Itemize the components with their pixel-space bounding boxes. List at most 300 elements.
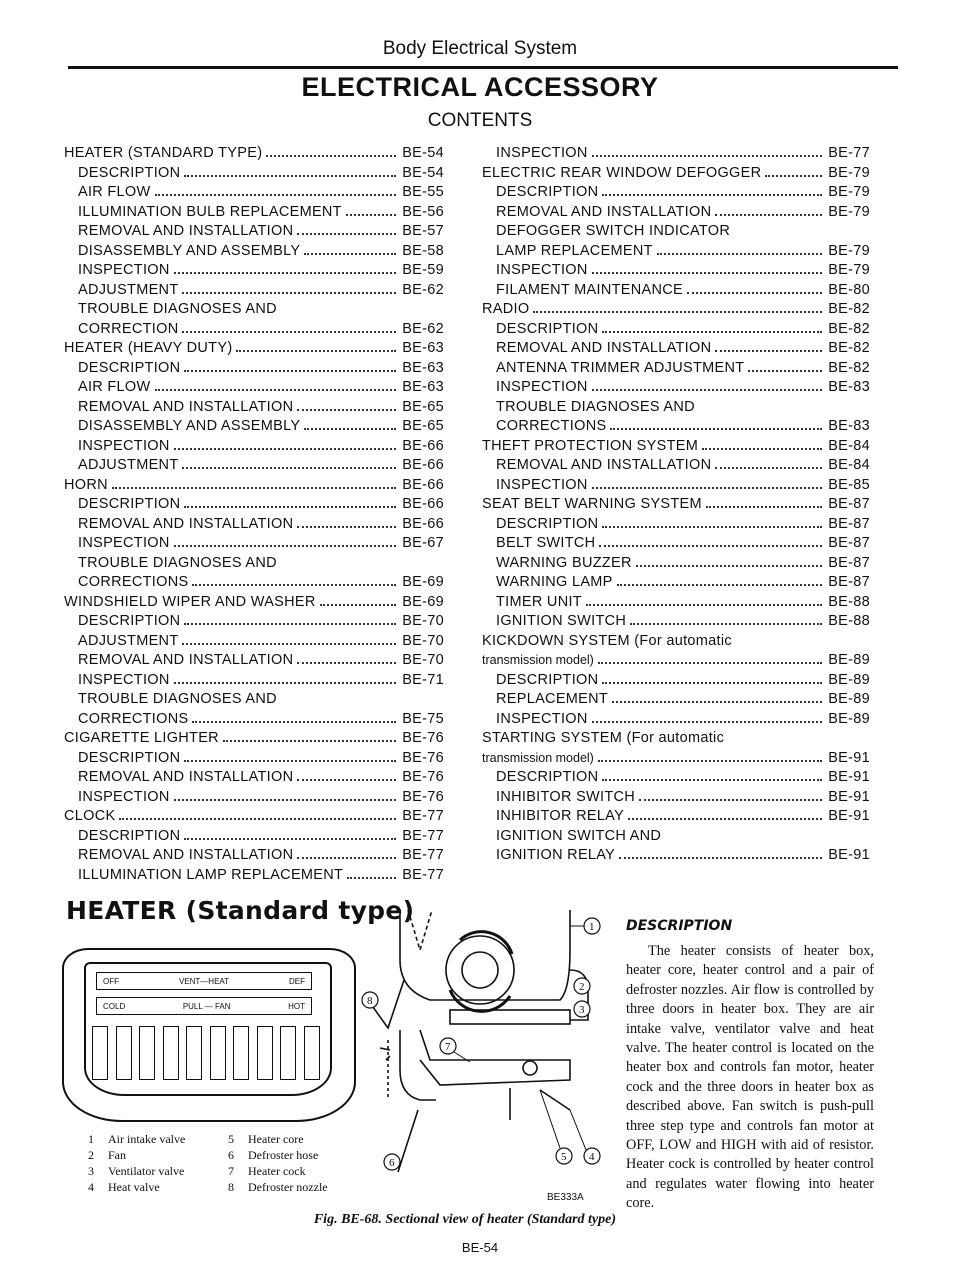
toc-entry-label: INSPECTION [78,788,170,805]
toc-leader-dots [174,799,397,801]
toc-entry-page: BE-87 [828,574,870,590]
toc-entry [482,847,870,867]
toc-leader-dots [765,175,822,177]
toc-leader-dots [592,721,823,723]
toc-leader-dots [297,409,396,411]
toc-entry-label: FILAMENT MAINTENANCE [496,281,684,298]
toc-entry-page: BE-83 [828,379,870,395]
toc-leader-dots [602,526,822,528]
section-header: Body Electrical System [382,38,578,59]
toc-leader-dots [297,526,396,528]
toc-entry [482,418,870,438]
toc-entry-label: INSPECTION [496,710,588,727]
toc-leader-dots [592,155,823,157]
toc-entry-page: BE-75 [402,710,444,727]
toc-leader-dots [174,448,397,450]
toc-entry [482,457,870,477]
toc-leader-dots [266,155,396,157]
toc-entry-label: TROUBLE DIAGNOSES AND [78,301,277,317]
toc-entry-label: CORRECTIONS [496,418,607,434]
vent-slot [280,1026,296,1080]
vent-slot [92,1026,108,1080]
toc-leader-dots [347,877,396,879]
toc-entry-page: BE-76 [402,730,444,746]
toc-leader-dots [599,545,822,547]
toc-entry-label: REMOVAL AND INSTALLATION [496,457,712,473]
toc-leader-dots [702,448,822,450]
legend-item: 4 Heat valve [88,1180,160,1194]
toc-entry [64,379,444,399]
toc-entry [64,535,444,555]
toc-entry-page: BE-79 [828,184,870,200]
toc-leader-dots [174,545,397,547]
toc-leader-dots [592,389,823,391]
toc-entry-label: CORRECTION [78,320,179,337]
toc-entry [64,301,444,321]
toc-leader-dots [184,838,396,840]
svg-text:1: 1 [589,921,595,933]
toc-entry-page: BE-65 [402,418,444,434]
toc-entry [482,594,870,614]
heater-sectional-diagram [360,910,610,1180]
callout-6 [384,1154,400,1170]
toc-leader-dots [706,506,822,508]
toc-entry-label: HEATER (HEAVY DUTY) [64,340,233,356]
toc-leader-dots [602,682,822,684]
vent-slot [257,1026,273,1080]
toc-entry-label: INSPECTION [496,262,588,278]
legend-item: 6 Defroster hose [228,1148,319,1162]
toc-entry [64,165,444,185]
toc-entry-page: BE-80 [828,281,870,298]
toc-entry [64,847,444,867]
toc-entry [482,769,870,789]
legend-item: 3 Ventilator valve [88,1164,185,1178]
toc-leader-dots [182,467,396,469]
toc-entry [482,223,870,243]
toc-leader-dots [184,760,396,762]
toc-entry-label: TIMER UNIT [496,593,582,610]
toc-entry-label: TROUBLE DIAGNOSES AND [78,554,277,571]
header-rule [68,66,898,69]
toc-entry [64,438,444,458]
toc-entry [482,730,870,750]
toc-entry-page: BE-89 [828,652,870,668]
toc-entry-label: transmission model) [482,653,594,667]
toc-entry-page: BE-55 [402,184,444,200]
toc-entry-page: BE-66 [402,496,444,512]
contents-title: CONTENTS [427,110,533,131]
legend-item: 2 Fan [88,1148,126,1162]
toc-entry-page: BE-76 [402,788,444,805]
toc-leader-dots [715,350,822,352]
toc-entry-label: REMOVAL AND INSTALLATION [496,203,712,220]
toc-leader-dots [112,487,396,489]
toc-entry [64,496,444,516]
toc-entry [64,574,444,594]
toc-leader-dots [155,389,397,391]
callout-3 [574,1001,590,1017]
toc-entry-label: REMOVAL AND INSTALLATION [78,652,294,668]
panel-vent-slots [92,1026,320,1080]
svg-text:8: 8 [367,995,373,1007]
toc-entry [482,301,870,321]
callout-8 [362,992,378,1008]
callout-1 [570,918,600,934]
toc-leader-dots [297,857,396,859]
toc-entry-page: BE-84 [828,457,870,473]
toc-entry [64,730,444,750]
toc-entry-page: BE-62 [402,320,444,337]
toc-entry [64,711,444,731]
toc-leader-dots [184,175,396,177]
toc-entry-page: BE-67 [402,535,444,551]
toc-entry-page: BE-59 [402,262,444,278]
toc-entry-label: ILLUMINATION LAMP REPLACEMENT [78,866,344,883]
toc-leader-dots [182,331,396,333]
toc-entry-page: BE-66 [402,437,444,454]
callout-2 [574,978,590,994]
toc-entry-label: KICKDOWN SYSTEM (For automatic [482,632,732,649]
toc-entry-label: AIR FLOW [78,379,151,395]
toc-entry-page: BE-87 [828,554,870,571]
toc-leader-dots [297,233,396,235]
toc-leader-dots [184,506,396,508]
toc-entry [482,535,870,555]
toc-entry-label: DESCRIPTION [78,613,181,629]
toc-entry-label: DESCRIPTION [496,320,599,337]
toc-entry-page: BE-89 [828,691,870,707]
legend-item: 5 Heater core [228,1132,304,1146]
toc-leader-dots [617,584,823,586]
toc-entry-label: transmission model) [482,750,594,765]
toc-entry-label: HORN [64,476,108,493]
toc-entry-page: BE-76 [402,769,444,785]
toc-entry-page: BE-65 [402,398,444,415]
toc-leader-dots [174,272,397,274]
toc-entry-label: INSPECTION [496,476,588,493]
toc-entry-page: BE-82 [828,340,870,356]
toc-entry-label: REMOVAL AND INSTALLATION [78,398,294,415]
toc-entry-page: BE-77 [402,847,444,863]
callout-4 [570,1110,600,1164]
toc-entry [482,379,870,399]
toc-entry-label: CLOCK [64,808,116,824]
vent-slot [116,1026,132,1080]
toc-entry-page: BE-91 [828,847,870,863]
toc-entry-page: BE-83 [828,418,870,434]
toc-entry-label: INSPECTION [78,671,170,688]
toc-entry-page: BE-54 [402,145,444,161]
toc-entry-label: ANTENNA TRIMMER ADJUSTMENT [496,359,745,376]
toc-entry-page: BE-77 [402,866,444,883]
legend-column-2 [228,1132,328,1196]
toc-entry-page: BE-79 [828,203,870,220]
toc-entry-label: DEFOGGER SWITCH INDICATOR [496,223,731,239]
toc-entry-label: REPLACEMENT [496,691,609,707]
toc-leader-dots [715,214,822,216]
toc-leader-dots [174,682,397,684]
toc-entry-label: STARTING SYSTEM (For automatic [482,730,725,746]
toc-entry [482,204,870,224]
legend-item: 8 Defroster nozzle [228,1180,328,1194]
toc-entry [482,691,870,711]
toc-entry-label: REMOVAL AND INSTALLATION [78,769,294,785]
toc-leader-dots [182,292,396,294]
toc-entry [482,438,870,458]
toc-entry-label: CIGARETTE LIGHTER [64,730,219,746]
toc-entry-label: LAMP REPLACEMENT [496,242,653,259]
toc-entry [482,652,870,672]
toc-entry-label: REMOVAL AND INSTALLATION [496,340,712,356]
toc-leader-dots [586,604,822,606]
toc-entry [482,184,870,204]
description-heading: DESCRIPTION [626,918,733,934]
toc-entry-page: BE-69 [402,593,444,610]
svg-text:4: 4 [589,1151,595,1163]
toc-entry [64,321,444,341]
legend-item: 7 Heater cock [228,1164,306,1178]
toc-entry-label: REMOVAL AND INSTALLATION [78,847,294,863]
toc-leader-dots [297,779,396,781]
toc-leader-dots [612,701,822,703]
panel-label: COLD [103,1001,126,1011]
toc-entry [64,808,444,828]
toc-entry-page: BE-82 [828,320,870,337]
toc-entry-label: IGNITION RELAY [496,847,616,863]
toc-entry-page: BE-82 [828,301,870,317]
toc-entry-page: BE-84 [828,437,870,454]
toc-entry-label: ADJUSTMENT [78,457,179,473]
toc-entry-label: AIR FLOW [78,184,151,200]
toc-entry-label: DESCRIPTION [78,496,181,512]
callout-7 [440,1038,470,1062]
toc-left-column [64,145,444,886]
toc-entry-label: DESCRIPTION [496,671,599,688]
toc-entry-page: BE-63 [402,359,444,376]
toc-leader-dots [297,662,396,664]
toc-entry-page: BE-71 [402,671,444,688]
svg-text:6: 6 [389,1157,395,1169]
toc-entry-label: SEAT BELT WARNING SYSTEM [482,496,702,512]
toc-entry-page: BE-76 [402,749,444,766]
toc-entry-page: BE-57 [402,223,444,239]
toc-entry [64,594,444,614]
toc-entry [482,262,870,282]
toc-entry [482,496,870,516]
vent-slot [163,1026,179,1080]
page-number: BE-54 [461,1240,499,1255]
toc-entry [482,243,870,263]
toc-entry [482,672,870,692]
vent-slot [186,1026,202,1080]
toc-entry [482,321,870,341]
section-heading: HEATER (Standard type) [66,896,415,925]
legend-item: 1 Air intake valve [88,1132,186,1146]
page-title: ELECTRICAL ACCESSORY [301,72,659,102]
toc-leader-dots [304,253,396,255]
toc-entry-label: DISASSEMBLY AND ASSEMBLY [78,242,301,259]
toc-entry-label: DESCRIPTION [78,359,181,376]
toc-entry [64,477,444,497]
toc-entry-label: THEFT PROTECTION SYSTEM [482,437,699,454]
toc-entry-page: BE-63 [402,379,444,395]
description-body: The heater consists of heater box, heater core, heater control and a pair of defroster nozzles. Air flow is controlled by three doors in heater box. They are air intake valve, ventilator valve and heat valve. The heater control is located on the heater box and controls fan motor, heater cock and the three doors in heater box as described above. Fan switch is push-pull three step type and controls fan motor at OFF, LOW and HIGH with aid of resistor. Heater cock is controlled by heater control and regulates water flowing into heater core. [626,943,874,1212]
toc-leader-dots [639,799,822,801]
toc-entry [482,282,870,302]
toc-leader-dots [602,194,822,196]
toc-leader-dots [592,272,823,274]
toc-entry-label: DESCRIPTION [496,184,599,200]
toc-entry-label: TROUBLE DIAGNOSES AND [78,691,277,707]
toc-leader-dots [533,311,822,313]
toc-leader-dots [119,818,396,820]
toc-entry-page: BE-62 [402,281,444,298]
toc-leader-dots [592,487,823,489]
vent-slot [210,1026,226,1080]
toc-entry-page: BE-88 [828,613,870,629]
toc-entry [64,633,444,653]
toc-entry-page: BE-70 [402,632,444,649]
toc-entry-page: BE-88 [828,593,870,610]
toc-leader-dots [192,721,396,723]
toc-entry [482,477,870,497]
toc-entry [482,711,870,731]
toc-entry-label: INSPECTION [78,535,170,551]
toc-entry-page: BE-66 [402,515,444,532]
toc-entry-label: ILLUMINATION BULB REPLACEMENT [78,203,342,220]
toc-entry [482,555,870,575]
toc-entry-label: DESCRIPTION [78,164,181,181]
toc-entry [482,516,870,536]
vent-slot [304,1026,320,1080]
toc-leader-dots [748,370,822,372]
toc-leader-dots [610,428,822,430]
toc-entry-page: BE-91 [828,769,870,785]
toc-entry-label: INSPECTION [78,437,170,454]
toc-entry [64,672,444,692]
panel-label: OFF [103,976,119,986]
toc-entry [482,574,870,594]
toc-entry-page: BE-89 [828,710,870,727]
toc-entry [482,399,870,419]
toc-entry-page: BE-91 [828,788,870,805]
toc-leader-dots [628,818,822,820]
toc-leader-dots [346,214,396,216]
toc-entry-label: IGNITION SWITCH AND [496,827,662,844]
toc-entry-page: BE-66 [402,476,444,493]
toc-entry-page: BE-91 [828,749,870,766]
figure-code: BE333A [547,1192,584,1203]
toc-entry-label: WINDSHIELD WIPER AND WASHER [64,593,316,610]
toc-entry [482,633,870,653]
toc-entry [64,555,444,575]
toc-entry-label: HEATER (STANDARD TYPE) [64,145,263,161]
vent-slot [233,1026,249,1080]
toc-entry-label: ELECTRIC REAR WINDOW DEFOGGER [482,164,762,181]
toc-entry-page: BE-70 [402,613,444,629]
toc-entry-page: BE-91 [828,808,870,824]
toc-entry [482,808,870,828]
svg-text:3: 3 [579,1004,585,1016]
toc-entry [64,184,444,204]
svg-text:5: 5 [561,1151,567,1163]
svg-text:7: 7 [445,1041,451,1053]
toc-entry-label: INSPECTION [496,145,588,161]
toc-leader-dots [602,779,822,781]
toc-entry-label: INHIBITOR RELAY [496,808,625,824]
toc-entry [64,282,444,302]
toc-entry [482,165,870,185]
toc-entry-label: INHIBITOR SWITCH [496,788,636,805]
toc-entry [482,613,870,633]
toc-entry-page: BE-77 [402,808,444,824]
toc-entry [64,750,444,770]
toc-leader-dots [184,370,396,372]
toc-entry [64,769,444,789]
toc-entry-label: CORRECTIONS [78,710,189,727]
toc-entry [482,145,870,165]
toc-entry [482,340,870,360]
toc-entry-label: DISASSEMBLY AND ASSEMBLY [78,418,301,434]
panel-label: HOT [288,1001,305,1011]
toc-entry-page: BE-87 [828,515,870,532]
toc-entry-page: BE-87 [828,535,870,551]
toc-leader-dots [619,857,822,859]
vent-slot [139,1026,155,1080]
toc-entry-page: BE-77 [402,827,444,844]
toc-entry-page: BE-79 [828,164,870,181]
toc-entry [64,204,444,224]
panel-label: PULL — FAN [182,1001,231,1011]
toc-leader-dots [304,428,396,430]
toc-entry-label: WARNING BUZZER [496,554,632,571]
toc-entry [64,613,444,633]
toc-entry [64,399,444,419]
toc-entry-label: RADIO [482,301,530,317]
toc-leader-dots [630,623,822,625]
legend-column-1 [88,1132,185,1196]
toc-leader-dots [657,253,822,255]
toc-entry-label: DESCRIPTION [78,749,181,766]
toc-entry-label: BELT SWITCH [496,535,596,551]
toc-entry-page: BE-82 [828,359,870,376]
toc-entry-page: BE-54 [402,164,444,181]
toc-entry [64,516,444,536]
toc-entry-label: IGNITION SWITCH [496,613,627,629]
toc-leader-dots [602,331,822,333]
toc-leader-dots [184,623,396,625]
toc-entry-page: BE-79 [828,242,870,259]
toc-leader-dots [715,467,822,469]
toc-entry [482,360,870,380]
toc-entry-label: REMOVAL AND INSTALLATION [78,223,294,239]
panel-label: VENT—HEAT [178,976,230,986]
toc-entry [64,145,444,165]
toc-entry [64,418,444,438]
toc-entry-page: BE-77 [828,145,870,161]
toc-entry [64,652,444,672]
toc-leader-dots [155,194,397,196]
toc-leader-dots [636,565,822,567]
toc-entry-label: DESCRIPTION [496,769,599,785]
toc-entry [64,691,444,711]
toc-entry-label: CORRECTIONS [78,574,189,590]
toc-leader-dots [182,643,396,645]
toc-entry [482,789,870,809]
toc-leader-dots [192,584,396,586]
toc-entry [64,340,444,360]
